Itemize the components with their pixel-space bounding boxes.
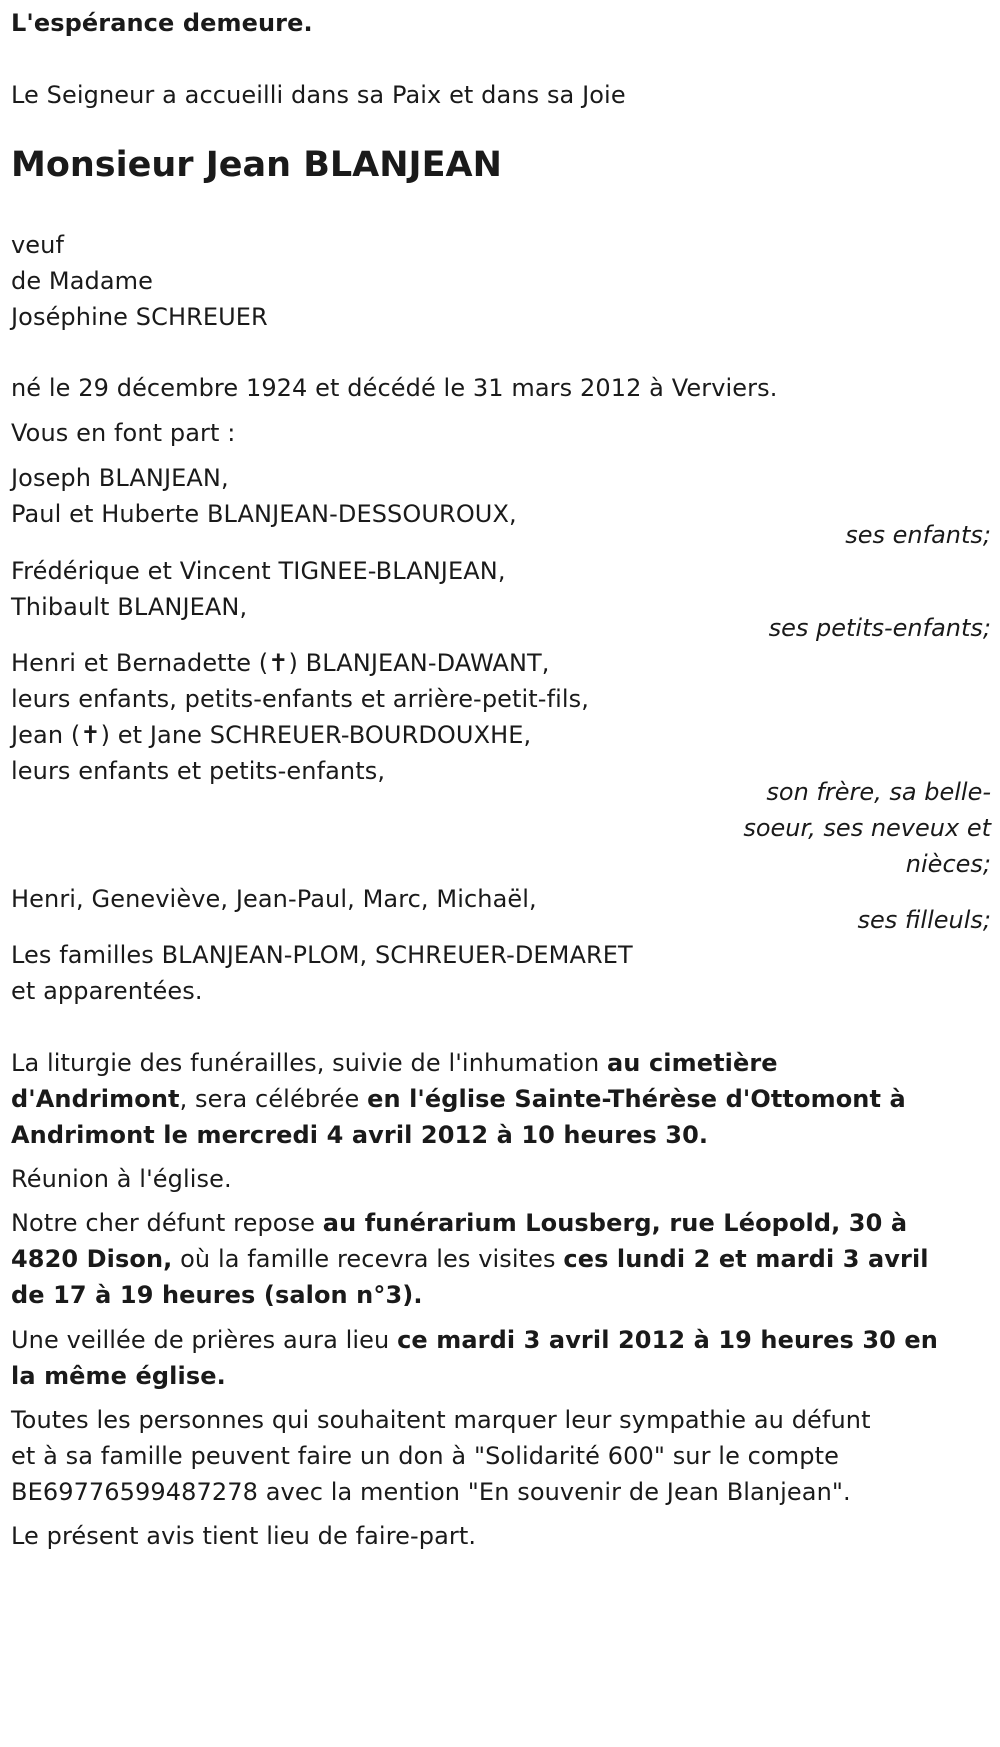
relation-siblings-2: soeur, ses neveux et [743,814,991,842]
rest-line-2: 4820 Dison, où la famille recevra les visites ces lundi 2 et mardi 3 avril [11,1245,929,1273]
rest-line-1: Notre cher défunt repose au funérarium Lousberg, rue Léopold, 30 à [11,1209,908,1237]
spouse-line-1: veuf [11,231,65,259]
spouse-line-2: de Madame [11,267,154,295]
reunion-line: Réunion à l'église. [11,1165,232,1193]
family-name-line: Henri et Bernadette (✝) BLANJEAN-DAWANT, [11,649,550,677]
families-line-1: Les familles BLANJEAN-PLOM, SCHREUER-DEMARET [11,941,633,969]
family-name-line: Frédérique et Vincent TIGNEE-BLANJEAN, [11,557,506,585]
family-name-line: Thibault BLANJEAN, [11,593,248,621]
deceased-name: Monsieur Jean BLANJEAN [11,145,502,185]
birth-death-dates: né le 29 décembre 1924 et décédé le 31 mars 2012 à Verviers. [11,374,778,402]
relation-children: ses enfants; [845,521,991,549]
vigil-line-2: la même église. [11,1362,226,1390]
family-name-line: Jean (✝) et Jane SCHREUER-BOURDOUXHE, [11,721,532,749]
relation-godchildren: ses filleuls; [857,906,991,934]
donation-line-2: et à sa famille peuvent faire un don à "Solidarité 600" sur le compte [11,1442,839,1470]
vigil-line-1: Une veillée de prières aura lieu ce mardi 3 avril 2012 à 19 heures 30 en [11,1326,938,1354]
relation-siblings-1: son frère, sa belle- [766,778,991,806]
family-name-line: leurs enfants et petits-enfants, [11,757,386,785]
family-name-line: leurs enfants, petits-enfants et arrière-petit-fils, [11,685,589,713]
donation-line-1: Toutes les personnes qui souhaitent marquer leur sympathie au défunt [11,1406,871,1434]
relation-siblings-3: nièces; [905,850,991,878]
donation-line-3: BE69776599487278 avec la mention "En souvenir de Jean Blanjean". [11,1478,851,1506]
ceremony-line-3: Andrimont le mercredi 4 avril 2012 à 10 heures 30. [11,1121,709,1149]
family-name-line: Henri, Geneviève, Jean-Paul, Marc, Michaël, [11,885,537,913]
families-line-2: et apparentées. [11,977,203,1005]
intro-line: Le Seigneur a accueilli dans sa Paix et dans sa Joie [11,81,626,109]
rest-line-3: de 17 à 19 heures (salon n°3). [11,1281,423,1309]
relation-grandchildren: ses petits-enfants; [768,614,991,642]
motto: L'espérance demeure. [11,9,313,37]
ceremony-line-1: La liturgie des funérailles, suivie de l'inhumation au cimetière [11,1049,778,1077]
spouse-line-3: Joséphine SCHREUER [11,303,268,331]
ceremony-line-2: d'Andrimont, sera célébrée en l'église Sainte-Thérèse d'Ottomont à [11,1085,906,1113]
announce-line: Vous en font part : [11,419,236,447]
family-name-line: Paul et Huberte BLANJEAN-DESSOUROUX, [11,500,517,528]
family-name-line: Joseph BLANJEAN, [11,464,229,492]
closing-line: Le présent avis tient lieu de faire-part. [11,1522,477,1550]
